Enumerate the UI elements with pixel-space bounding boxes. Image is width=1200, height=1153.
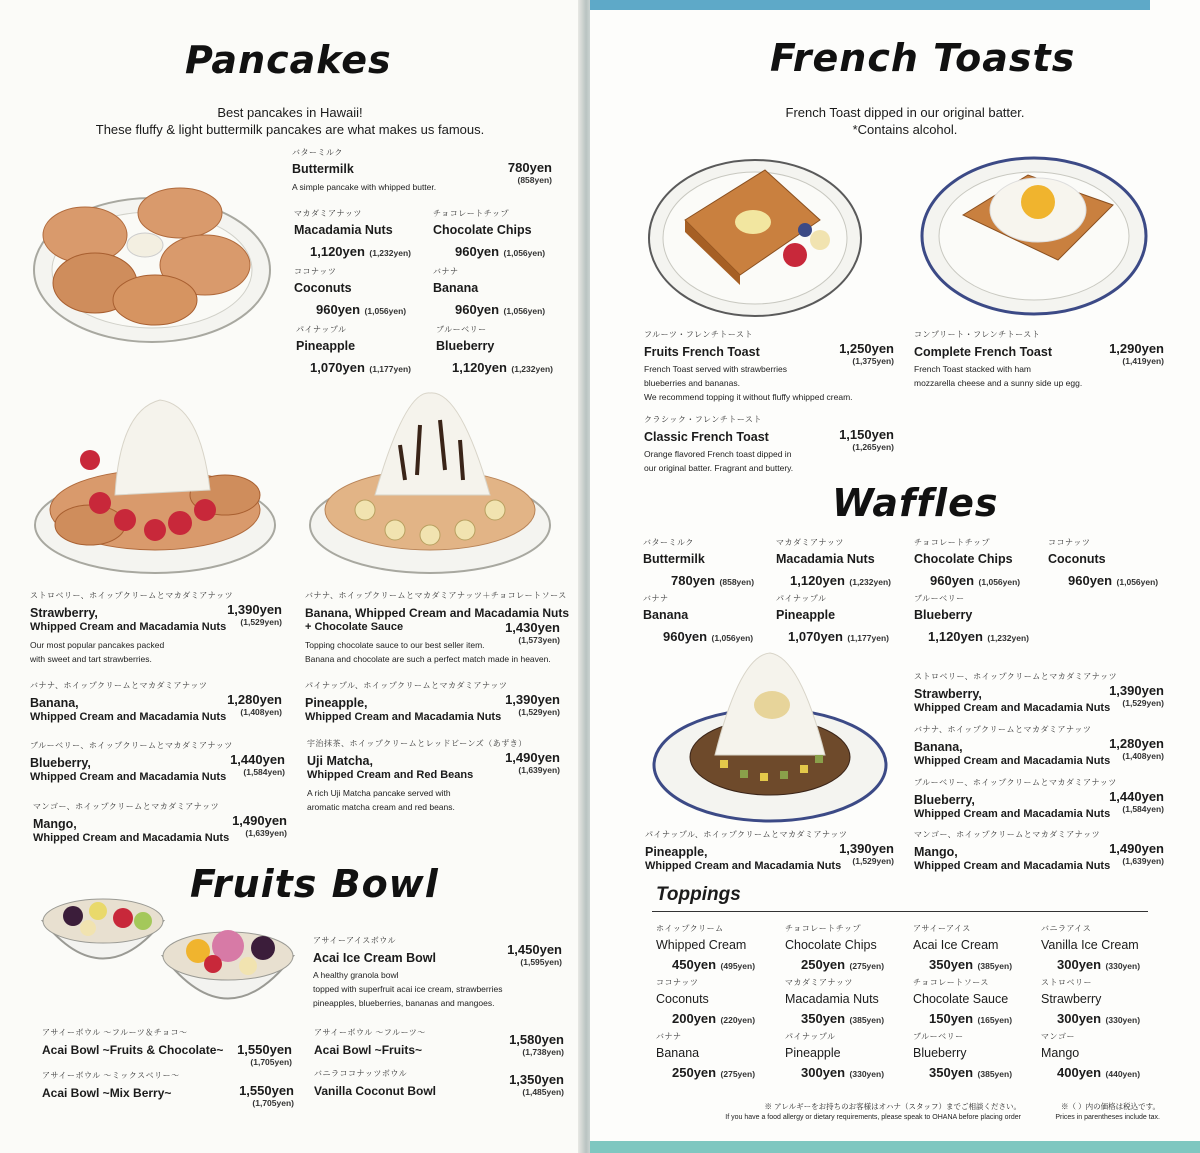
pancake-coconuts [294,266,424,319]
price: 300yen [1057,957,1102,972]
price: 1,280yen [1109,736,1164,751]
topping-choco-sauce [913,977,1012,1028]
item-name: Mango, [914,845,958,859]
topping-chocochips [785,923,884,974]
item-subname: Whipped Cream and Red Beans [307,769,474,781]
pancake-pineapple [296,324,426,377]
waffle-chocolate [914,537,1039,590]
fruits-acai-fruits [314,1027,426,1057]
price: 1,490yen [505,750,560,765]
tax-price: (1,056yen) [364,306,407,316]
jp-label: バナナ、ホイップクリームとマカダミアナッツ＋チョコレートソース [305,591,567,600]
item-name: Banana, Whipped Cream and Macadamia Nuts [305,606,570,620]
price: 300yen [801,1065,846,1080]
jp-label: バナナ、ホイップクリームとマカダミアナッツ [30,681,208,690]
pancake-macadamia [294,208,424,261]
ft-complete-price [1082,341,1164,366]
item-subname: Whipped Cream and Macadamia Nuts [33,832,230,844]
jp-label: パイナップル [785,1032,836,1041]
item-subname: + Chocolate Sauce [305,621,404,633]
item-desc: our original batter. Fragrant and buttery. [644,463,794,473]
tax-price: (1,056yen) [711,633,754,643]
tax-price: (1,056yen) [503,306,546,316]
fruits-vanilla-coconut-price [482,1072,564,1097]
price: 1,150yen [839,427,894,442]
item-name: Uji Matcha, [307,754,373,768]
tax-price: (1,595yen) [520,957,562,967]
ft-classic [644,414,793,475]
jp-label: マカダミアナッツ [776,538,844,547]
item-name: Banana [433,281,479,295]
jp-label: パイナップル、ホイップクリームとマカダミアナッツ [645,830,848,839]
item-name: Strawberry, [30,606,98,620]
waffle-banana [643,593,768,646]
allergy-note-jp: ※ アレルギーをお持ちのお客様はオハナ（スタッフ）までご相談ください。 [764,1102,1021,1111]
price: 1,290yen [1109,341,1164,356]
fruits-bowl-title: Fruits Bowl [190,862,439,906]
price: 450yen [672,957,717,972]
jp-label: アサイーアイスボウル [313,936,396,945]
jp-label: アサイーアイス [913,924,971,933]
item-name: Coconuts [656,992,709,1006]
price: 1,350yen [509,1072,564,1087]
jp-label: マンゴー、ホイップクリームとマカダミアナッツ [914,830,1101,839]
jp-label: バターミルク [643,538,694,547]
french-toasts-intro-line1: French Toast dipped in our original batter. [785,105,1025,120]
item-name: Macadamia Nuts [294,223,393,237]
price: 1,390yen [839,841,894,856]
waffle-macadamia [776,537,906,590]
topping-vanilla-ice [1041,923,1140,974]
fruits-acai-fc-price [210,1042,292,1067]
pancakes-title: Pancakes [185,38,392,82]
item-name: Pineapple [296,339,356,353]
jp-label: バナナ [433,267,459,276]
tax-price: (1,529yen) [240,617,282,627]
waffle-illustration [650,645,890,825]
item-name: Mango, [33,817,77,831]
tax-price: (1,584yen) [243,767,285,777]
tax-price: (1,232yen) [849,577,891,587]
item-name: Coconuts [294,281,352,295]
tax-price: (1,485yen) [522,1087,564,1097]
item-desc: Our most popular pancakes packed [30,640,165,650]
french-toasts-intro-line2: *Contains alcohol. [852,122,958,137]
item-desc: We recommend topping it without fluffy whipped cream. [644,392,853,402]
jp-label: バナナ [656,1032,682,1041]
price: 1,120yen [310,244,365,259]
french-toasts-intro [740,104,1070,138]
item-subname: Whipped Cream and Macadamia Nuts [30,771,227,783]
pancake-banana [433,266,558,319]
topping-banana [656,1031,755,1082]
tax-price: (1,584yen) [1122,804,1164,814]
price: 1,390yen [227,602,282,617]
item-name: Blueberry [914,608,973,622]
fruits-acai-ice-bowl-price [480,942,562,967]
tax-price: (1,705yen) [252,1098,294,1108]
complete-french-toast-illustration [918,150,1150,318]
fruits-acai-mix [42,1070,180,1100]
jp-label: チョコレートチップ [433,209,510,218]
topping-macadamia [785,977,884,1028]
toppings-title: Toppings [656,884,741,905]
jp-label: ブルーベリー、ホイップクリームとマカダミアナッツ [914,778,1117,787]
pancake-blueberry [436,324,561,377]
waffle-buttermilk [643,537,768,590]
price: 1,430yen [505,620,560,635]
tax-price: (1,419yen) [1122,356,1164,366]
fruits-vanilla-coconut [314,1068,436,1098]
jp-label: アサイーボウル ～フルーツ＆チョコ～ [42,1028,188,1037]
strawberry-pancake-illustration [30,385,280,580]
jp-label: バナナ、ホイップクリームとマカダミアナッツ [914,725,1092,734]
item-name: Acai Ice Cream Bowl [313,951,436,965]
waffles-title: Waffles [832,481,999,525]
tax-price: (495yen) [720,961,756,971]
fruits-acai-mix-price [212,1083,294,1108]
jp-label: ホイップクリーム [656,924,724,933]
tax-price: (165yen) [977,1015,1013,1025]
fruits-acai-fc [42,1027,223,1057]
price: 960yen [455,302,500,317]
item-desc: French Toast stacked with ham [914,364,1032,374]
tax-price: (1,056yen) [1116,577,1159,587]
tax-price: (1,529yen) [852,856,894,866]
tax-price: (1,232yen) [987,633,1029,643]
tax-price: (858yen) [719,577,755,587]
pancake-pineapple-whip [305,680,507,724]
topping-acai-ice [913,923,1012,974]
item-name: Chocolate Chips [785,938,877,952]
item-name: Whipped Cream [656,938,747,952]
price: 1,390yen [505,692,560,707]
topping-whipped [656,923,755,974]
waffle-pineapple-whip-price [812,841,894,866]
jp-label: アサイーボウル ～ミックスベリー～ [42,1071,180,1080]
item-subname: Whipped Cream and Macadamia Nuts [914,860,1111,872]
jp-label: ブルーベリー [913,1032,964,1041]
price: 350yen [801,1011,846,1026]
jp-label: ココナッツ [656,978,699,987]
cover-edge-top [590,0,1150,10]
tax-price: (1,265yen) [852,442,894,452]
pancake-banana-choco-price [478,620,560,645]
tax-price: (1,375yen) [852,356,894,366]
fruits-acai-fruits-price [482,1032,564,1057]
item-name: Pineapple [785,1046,841,1060]
price: 780yen [671,573,716,588]
item-name: Pineapple, [305,696,368,710]
item-name: Banana, [914,740,963,754]
item-name: Macadamia Nuts [776,552,875,566]
pancake-buttermilk-price [470,160,552,185]
price: 250yen [672,1065,717,1080]
item-name: Vanilla Coconut Bowl [314,1084,437,1098]
tax-price: (385yen) [849,1015,885,1025]
pancake-banana-whip [30,680,226,724]
item-name: Strawberry [1041,992,1102,1006]
item-desc: Banana and chocolate are such a perfect match made in heaven. [305,654,551,664]
item-desc: with sweet and tart strawberries. [30,654,152,664]
jp-label: マンゴー、ホイップクリームとマカダミアナッツ [33,802,220,811]
item-desc: mozzarella cheese and a sunny side up egg. [914,378,1083,388]
price: 250yen [801,957,846,972]
price: 200yen [672,1011,717,1026]
item-name: Buttermilk [292,162,354,176]
jp-label: 宇治抹茶、ホイップクリームとレッドビーンズ（あずき） [307,739,527,748]
price: 1,120yen [452,360,507,375]
tax-note-jp: ※（ ）内の価格は税込です。 [1061,1102,1160,1111]
tax-price: (1,639yen) [1122,856,1164,866]
price: 400yen [1057,1065,1102,1080]
item-name: Macadamia Nuts [785,992,879,1006]
tax-price: (1,056yen) [978,577,1021,587]
fruits-acai-ice-bowl [313,935,502,1010]
pancake-mango-whip-price [205,813,287,838]
item-name: Complete French Toast [914,345,1052,359]
item-name: Fruits French Toast [644,345,760,359]
jp-label: ココナッツ [294,267,337,276]
jp-label: チョコレートソース [913,978,989,987]
pancake-uji-matcha-price [478,750,560,775]
jp-label: ストロベリー、ホイップクリームとマカダミアナッツ [914,672,1118,681]
tax-price: (275yen) [720,1069,756,1079]
item-name: Banana [656,1046,700,1060]
item-desc: blueberries and bananas. [644,378,740,388]
jp-label: バターミルク [292,148,343,157]
price: 960yen [455,244,500,259]
item-name: Strawberry, [914,687,982,701]
item-name: Banana [643,608,689,622]
price: 1,440yen [1109,789,1164,804]
item-subname: Whipped Cream and Macadamia Nuts [30,711,227,723]
jp-label: パイナップル [776,594,827,603]
tax-price: (330yen) [849,1069,885,1079]
topping-pineapple [785,1031,884,1082]
item-name: Chocolate Chips [433,223,532,237]
tax-price: (1,529yen) [518,707,560,717]
tax-price: (1,705yen) [250,1057,292,1067]
item-name: Pineapple, [645,845,708,859]
item-name: Blueberry [913,1046,967,1060]
item-desc: A simple pancake with whipped butter. [292,182,437,192]
jp-label: ブルーベリー [914,594,965,603]
jp-label: アサイーボウル ～フルーツ～ [314,1028,426,1037]
pancake-chocolate [433,208,558,261]
jp-label: マカダミアナッツ [785,978,853,987]
price: 150yen [929,1011,974,1026]
jp-label: ブルーベリー、ホイップクリームとマカダミアナッツ [30,741,233,750]
price: 1,550yen [239,1083,294,1098]
price: 300yen [1057,1011,1102,1026]
price: 960yen [1068,573,1113,588]
tax-price: (385yen) [977,1069,1013,1079]
price: 1,280yen [227,692,282,707]
item-name: Pineapple [776,608,836,622]
tax-price: (858yen) [517,175,552,185]
item-name: Blueberry [436,339,495,353]
jp-label: パイナップル [296,325,347,334]
waffle-coconuts [1048,537,1173,590]
tax-price: (1,408yen) [240,707,282,717]
price: 1,490yen [1109,841,1164,856]
price: 1,070yen [788,629,843,644]
item-name: Banana, [30,696,79,710]
tax-price: (1,408yen) [1122,751,1164,761]
tax-price: (1,639yen) [245,828,287,838]
item-subname: Whipped Cream and Macadamia Nuts [914,702,1111,714]
item-subname: Whipped Cream and Macadamia Nuts [914,755,1111,767]
waffle-mango-whip-price [1082,841,1164,866]
price: 1,580yen [509,1032,564,1047]
item-subname: Whipped Cream and Macadamia Nuts [30,621,227,633]
ft-complete [914,329,1082,390]
pancake-mango-whip [33,801,229,845]
pancake-pineapple-whip-price [478,692,560,717]
item-name: Chocolate Chips [914,552,1013,566]
jp-label: バナナ [643,594,669,603]
waffle-strawberry-whip-price [1082,683,1164,708]
waffle-pineapple [776,593,906,646]
price: 1,070yen [310,360,365,375]
item-name: Buttermilk [643,552,705,566]
tax-note-en: Prices in parentheses include tax. [1055,1114,1160,1121]
item-desc: Topping chocolate sauce to our best seller item. [305,640,485,650]
jp-label: マカダミアナッツ [294,209,362,218]
item-desc: French Toast served with strawberries [644,364,787,374]
pancake-strawberry-whip-price [200,602,282,627]
tax-price: (1,529yen) [1122,698,1164,708]
french-toasts-title: French Toasts [770,36,1076,80]
jp-label: バニラアイス [1041,924,1092,933]
price: 960yen [316,302,361,317]
jp-label: フルーツ・フレンチトースト [644,330,753,339]
jp-label: ココナッツ [1048,538,1091,547]
item-desc: A healthy granola bowl [313,970,399,980]
jp-label: チョコレートチップ [785,924,862,933]
price: 1,490yen [232,813,287,828]
banana-chocolate-pancake-illustration [305,385,555,580]
item-name: Vanilla Ice Cream [1041,938,1139,952]
item-desc: Orange flavored French toast dipped in [644,449,792,459]
tax-price: (1,177yen) [369,364,411,374]
item-name: Acai Bowl ~Fruits~ [314,1043,423,1057]
topping-blueberry [913,1031,1012,1082]
acai-bowl-illustration [38,876,298,1031]
jp-label: ストロベリー、ホイップクリームとマカダミアナッツ [30,591,234,600]
tax-price: (385yen) [977,961,1013,971]
jp-label: チョコレートチップ [914,538,991,547]
price: 1,450yen [507,942,562,957]
tax-price: (330yen) [1105,1015,1141,1025]
item-desc: A rich Uji Matcha pancake served with [307,788,451,798]
jp-label: マンゴー [1041,1032,1075,1041]
item-desc: topped with superfruit acai ice cream, strawberries [313,984,503,994]
jp-label: クラシック・フレンチトースト [644,415,762,424]
tax-price: (275yen) [849,961,885,971]
item-name: Acai Bowl ~Fruits & Chocolate~ [42,1043,224,1057]
price: 1,390yen [1109,683,1164,698]
ft-fruits-price [812,341,894,366]
item-desc: pineapples, blueberries, bananas and mangoes. [313,998,495,1008]
allergy-note-en: If you have a food allergy or dietary requirements, please speak to OHANA before placing order [725,1114,1021,1121]
pancake-banana-whip-price [200,692,282,717]
cover-edge-bottom [590,1141,1200,1153]
price: 1,120yen [790,573,845,588]
item-name: Acai Ice Cream [913,938,999,952]
price: 1,250yen [839,341,894,356]
tax-price: (440yen) [1105,1069,1141,1079]
tax-price: (1,177yen) [847,633,889,643]
waffle-banana-whip [914,724,1110,768]
item-name: Mango [1041,1046,1080,1060]
jp-label: ブルーベリー [436,325,487,334]
waffle-blueberry [914,593,1044,646]
topping-strawberry [1041,977,1140,1028]
pancakes-intro-line2: These fluffy & light buttermilk pancakes are what makes us famous. [95,122,485,137]
ft-classic-price [812,427,894,452]
toppings-divider [652,911,1148,912]
price: 350yen [929,1065,974,1080]
item-subname: Whipped Cream and Macadamia Nuts [914,808,1111,820]
topping-coconuts [656,977,755,1028]
pancake-blueberry-whip-price [203,752,285,777]
pancake-buttermilk [292,147,436,194]
jp-label: コンプリート・フレンチトースト [914,330,1041,339]
tax-note [1036,1101,1160,1121]
buttermilk-pancake-illustration [30,175,275,345]
item-subname: Whipped Cream and Macadamia Nuts [305,711,502,723]
jp-label: パイナップル、ホイップクリームとマカダミアナッツ [305,681,508,690]
tax-price: (1,573yen) [518,635,560,645]
item-name: Blueberry, [914,793,975,807]
price: 780yen [507,160,552,175]
item-name: Classic French Toast [644,430,769,444]
pancakes-intro [60,104,520,138]
price: 1,440yen [230,752,285,767]
item-name: Chocolate Sauce [913,992,1009,1006]
price: 960yen [663,629,708,644]
item-name: Acai Bowl ~Mix Berry~ [42,1086,172,1100]
price: 960yen [930,573,975,588]
tax-price: (1,639yen) [518,765,560,775]
jp-label: ストロベリー [1041,978,1092,987]
price: 1,120yen [928,629,983,644]
fruits-french-toast-illustration [645,150,865,320]
item-subname: Whipped Cream and Macadamia Nuts [645,860,842,872]
topping-mango [1041,1031,1140,1082]
item-name: Coconuts [1048,552,1106,566]
allergy-note [676,1101,1021,1121]
tax-price: (1,056yen) [503,248,546,258]
pancakes-intro-line1: Best pancakes in Hawaii! [217,105,363,120]
waffle-blueberry-whip-price [1082,789,1164,814]
tax-price: (1,232yen) [369,248,411,258]
price: 350yen [929,957,974,972]
tax-price: (1,232yen) [511,364,553,374]
waffle-banana-whip-price [1082,736,1164,761]
tax-price: (330yen) [1105,961,1141,971]
waffle-mango-whip [914,829,1110,873]
item-name: Blueberry, [30,756,91,770]
item-desc: aromatic matcha cream and red beans. [307,802,455,812]
tax-price: (1,738yen) [522,1047,564,1057]
price: 1,550yen [237,1042,292,1057]
tax-price: (220yen) [720,1015,756,1025]
jp-label: バニラココナッツボウル [314,1069,408,1078]
